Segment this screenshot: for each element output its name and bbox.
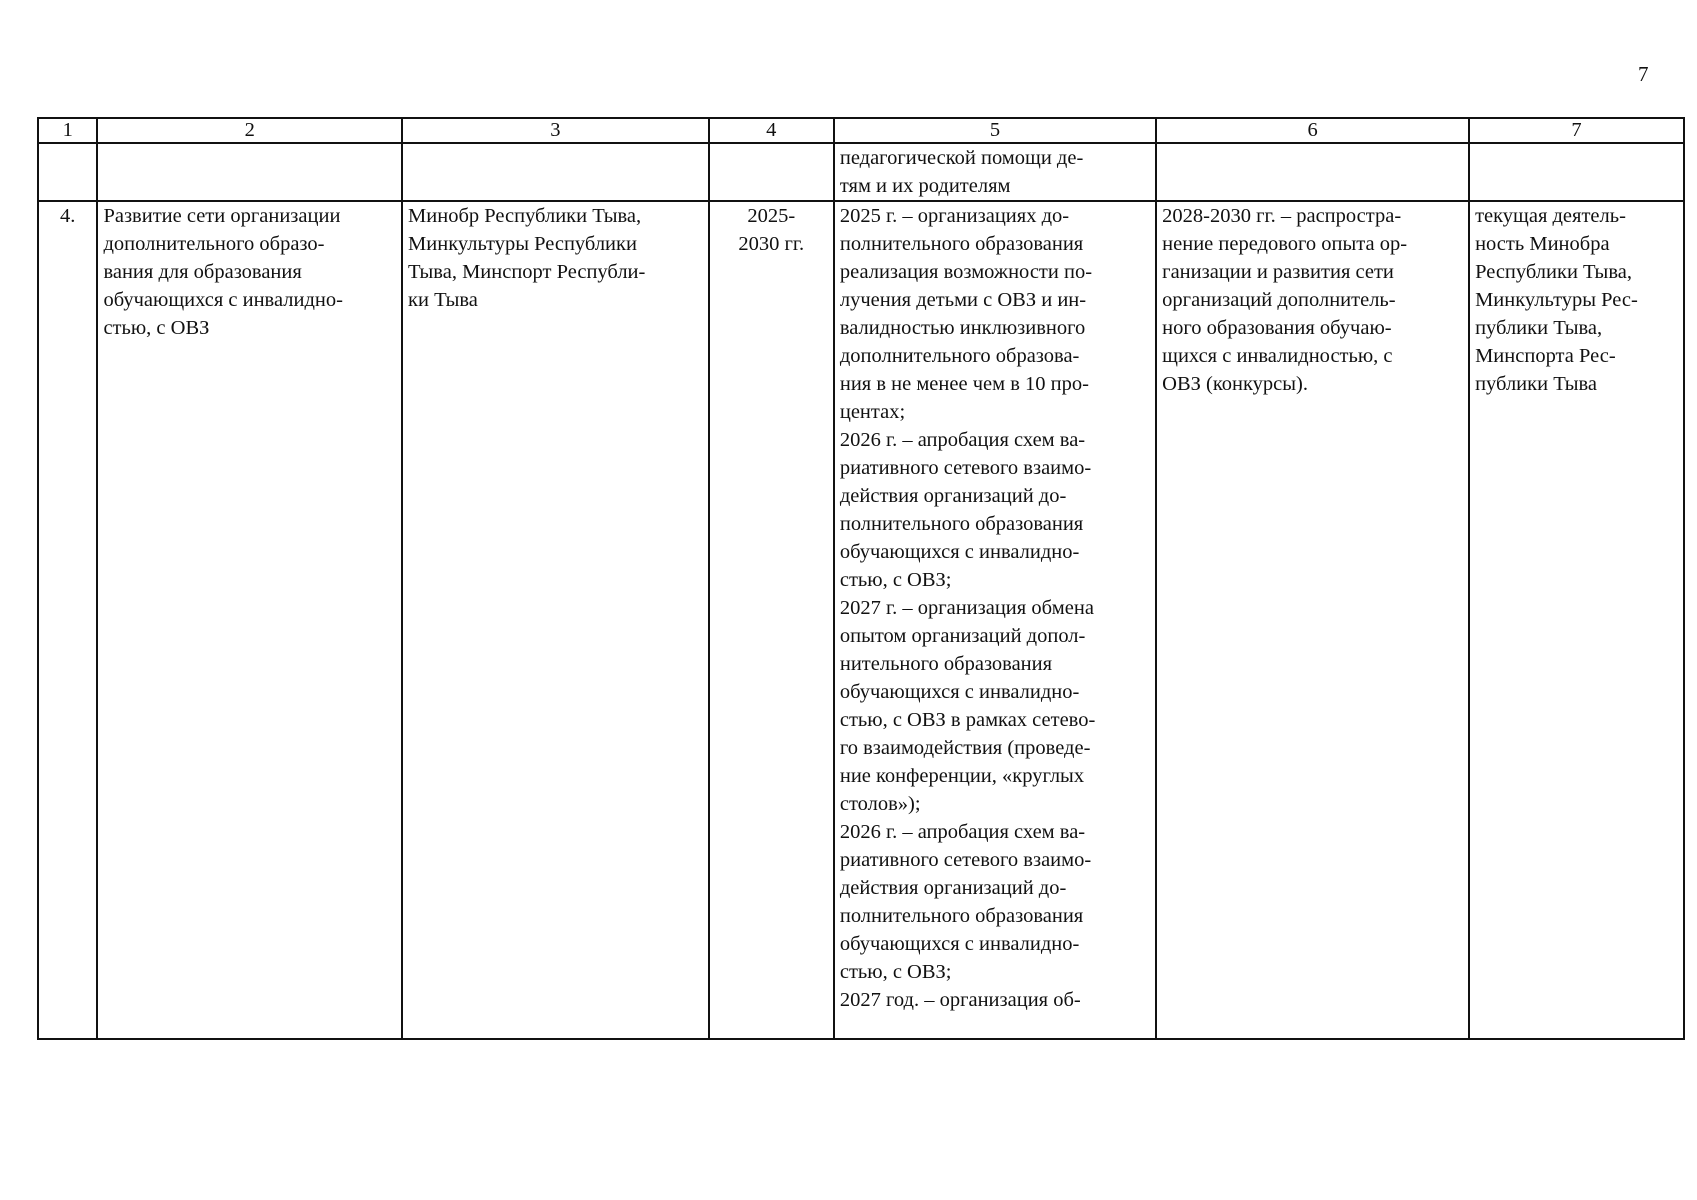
empty-cell xyxy=(1156,143,1469,201)
stages-cell: 2025 г. – организациях до- полнительного образования реализация возможности по- лучения детьми с ОВЗ и ин- валидностью инклюзивного дополнительного образова- ния в не менее чем в 10 про- центах; 2026 г. – апробация схем ва- риативного сетевого взаимо- действия организаций до- полнительного образования обучающихся с инвалидно- стью, с ОВЗ; 2027 г. – организация обмена опытом организаций допол- нительного образования обучающихся с инвалидно- стью, с ОВЗ в рамках сетево- го взаимодействия (проведе- ние конференции, «круглых столов»); 2026 г. – апробация схем ва- риативного сетевого взаимо- действия организаций до- полнительного образования обучающихся с инвалидно- стью, с ОВЗ; 2027 год. – организация об- xyxy=(834,201,1156,1039)
plan-table xyxy=(37,117,1685,1040)
header-cell-4: 4 xyxy=(709,118,834,143)
period-cell: 2025- 2030 гг. xyxy=(709,201,834,1039)
header-cell-1: 1 xyxy=(38,118,97,143)
event-cell: Развитие сети организации дополнительного образо- вания для образования обучающихся с инвалидно- стью, с ОВЗ xyxy=(97,201,402,1039)
table-row xyxy=(38,201,1684,1039)
row-number-cell: 4. xyxy=(38,201,97,1039)
header-cell-7: 7 xyxy=(1469,118,1684,143)
result-cell: 2028-2030 гг. – распростра- нение передового опыта ор- ганизации и развития сети организаций дополнитель- ного образования обучаю- щихся с инвалидностью, с ОВЗ (конкурсы). xyxy=(1156,201,1469,1039)
header-row xyxy=(38,118,1684,143)
header-cell-2: 2 xyxy=(97,118,402,143)
header-cell-3: 3 xyxy=(402,118,709,143)
header-cell-5: 5 xyxy=(834,118,1156,143)
funding-cell: текущая деятель- ность Минобра Республики Тыва, Минкультуры Рес- публики Тыва, Минспорта Рес- публики Тыва xyxy=(1469,201,1684,1039)
empty-cell xyxy=(97,143,402,201)
header-cell-6: 6 xyxy=(1156,118,1469,143)
page-number: 7 xyxy=(1638,62,1649,86)
empty-cell xyxy=(709,143,834,201)
continuation-row xyxy=(38,143,1684,201)
responsible-cell: Минобр Республики Тыва, Минкультуры Республики Тыва, Минспорт Республи- ки Тыва xyxy=(402,201,709,1039)
empty-cell xyxy=(1469,143,1684,201)
empty-cell xyxy=(402,143,709,201)
continuation-stages-cell: педагогической помощи де- тям и их родителям xyxy=(834,143,1156,201)
empty-cell xyxy=(38,143,97,201)
